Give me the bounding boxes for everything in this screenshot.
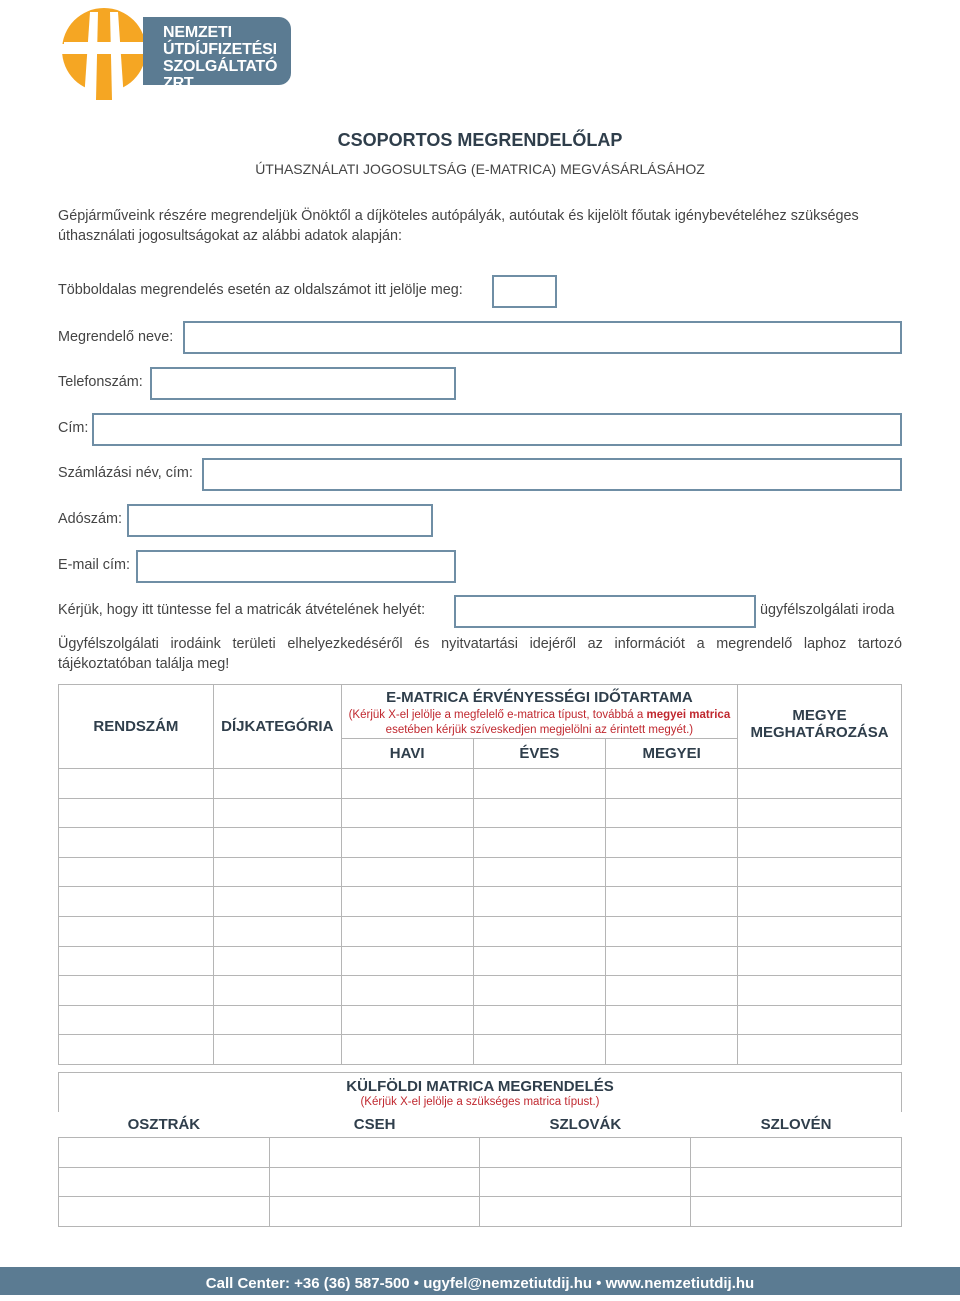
table-cell[interactable]	[606, 946, 738, 976]
validity-note-c: esetében kérjük szíveskedjen megjelölni az érintett megyét.)	[385, 724, 694, 736]
table-cell[interactable]	[606, 857, 738, 887]
table-cell[interactable]	[341, 798, 473, 828]
table-row	[59, 1138, 902, 1168]
order-table	[58, 684, 902, 1065]
intro-text: Gépjárműveink részére megrendeljük Önöktől a díjköteles autópályák, autóutak és kijelölt főutak igénybevételéhez szükséges úthasználati jogosultságokat az alábbi adatok alapján:	[58, 208, 859, 244]
table-cell[interactable]	[269, 1138, 480, 1168]
foreign-note: (Kérjük X-el jelölje a szükséges matrica típust.)	[360, 1095, 600, 1108]
orderer-name-label: Megrendelő neve:	[58, 329, 174, 345]
table-row	[59, 769, 902, 799]
table-cell[interactable]	[480, 1138, 691, 1168]
validity-note-a: (Kérjük X-el jelölje a megfelelő e-matrica típust, továbbá a	[348, 709, 647, 721]
table-cell[interactable]	[473, 857, 606, 887]
table-cell[interactable]	[213, 828, 341, 858]
table-cell[interactable]	[59, 857, 214, 887]
table-cell[interactable]	[606, 976, 738, 1006]
logo-line-1: NEMZETI	[163, 24, 232, 41]
table-cell[interactable]	[59, 887, 214, 917]
header-austrian: OSZTRÁK	[59, 1112, 270, 1138]
table-cell[interactable]	[480, 1197, 691, 1227]
table-row	[59, 828, 902, 858]
table-cell[interactable]	[738, 976, 902, 1006]
table-cell[interactable]	[341, 1005, 473, 1035]
orderer-name-input[interactable]	[183, 321, 902, 354]
table-cell[interactable]	[691, 1138, 902, 1168]
pickup-input[interactable]	[454, 595, 756, 628]
footer-contact: Call Center: +36 (36) 587-500 • ugyfel@nemzetiutdij.hu • www.nemzetiutdij.hu	[0, 1267, 960, 1295]
table-cell[interactable]	[473, 976, 606, 1006]
table-cell[interactable]	[473, 769, 606, 799]
billing-input[interactable]	[202, 458, 902, 491]
table-cell[interactable]	[213, 946, 341, 976]
table-row	[59, 1035, 902, 1065]
table-cell[interactable]	[738, 828, 902, 858]
address-input[interactable]	[92, 413, 902, 446]
table-row	[59, 916, 902, 946]
foreign-table	[58, 1072, 902, 1227]
table-cell[interactable]	[213, 887, 341, 917]
tax-number-label: Adószám:	[58, 511, 122, 527]
tax-number-input[interactable]	[127, 504, 433, 537]
table-cell[interactable]	[341, 887, 473, 917]
header-county-select: MEGYE MEGHATÁROZÁSA	[738, 685, 902, 769]
header-czech: CSEH	[269, 1112, 480, 1138]
table-cell[interactable]	[606, 916, 738, 946]
table-cell[interactable]	[213, 916, 341, 946]
table-cell[interactable]	[213, 798, 341, 828]
header-plate: RENDSZÁM	[59, 685, 214, 769]
table-cell[interactable]	[213, 769, 341, 799]
table-cell[interactable]	[341, 946, 473, 976]
table-cell[interactable]	[213, 1005, 341, 1035]
validity-note-b: megyei matrica	[646, 709, 731, 721]
header-yearly: ÉVES	[473, 739, 606, 769]
foreign-header	[59, 1073, 902, 1112]
table-cell[interactable]	[59, 1167, 270, 1197]
table-cell[interactable]	[59, 769, 214, 799]
table-cell[interactable]	[341, 916, 473, 946]
logo-road-icon	[60, 4, 148, 100]
header-monthly: HAVI	[341, 739, 473, 769]
table-cell[interactable]	[59, 1197, 270, 1227]
table-cell[interactable]	[59, 976, 214, 1006]
table-cell[interactable]	[341, 769, 473, 799]
validity-title: E-MATRICA ÉRVÉNYESSÉGI IDŐTARTAMA	[386, 689, 693, 706]
phone-label: Telefonszám:	[58, 374, 143, 390]
header-validity	[341, 685, 737, 739]
page-number-input[interactable]	[492, 275, 557, 308]
table-cell[interactable]	[59, 946, 214, 976]
billing-label: Számlázási név, cím:	[58, 465, 193, 481]
table-row	[59, 857, 902, 887]
page-subtitle: ÚTHASZNÁLATI JOGOSULTSÁG (E-MATRICA) MEGVÁSÁRLÁSÁHOZ	[255, 161, 705, 177]
table-cell[interactable]	[269, 1167, 480, 1197]
table-cell[interactable]	[738, 916, 902, 946]
table-cell[interactable]	[738, 887, 902, 917]
table-cell[interactable]	[213, 976, 341, 1006]
table-cell[interactable]	[341, 976, 473, 1006]
table-cell[interactable]	[473, 1035, 606, 1065]
table-cell[interactable]	[691, 1197, 902, 1227]
pickup-suffix: ügyfélszolgálati iroda	[760, 602, 895, 618]
table-cell[interactable]	[59, 916, 214, 946]
table-cell[interactable]	[480, 1167, 691, 1197]
table-cell[interactable]	[59, 1005, 214, 1035]
table-cell[interactable]	[473, 828, 606, 858]
table-row	[59, 946, 902, 976]
header-category: DÍJKATEGÓRIA	[213, 685, 341, 769]
table-cell[interactable]	[473, 887, 606, 917]
table-cell[interactable]	[738, 798, 902, 828]
table-cell[interactable]	[59, 1138, 270, 1168]
table-cell[interactable]	[691, 1167, 902, 1197]
table-cell[interactable]	[606, 798, 738, 828]
table-cell[interactable]	[606, 1005, 738, 1035]
table-cell[interactable]	[341, 857, 473, 887]
table-cell[interactable]	[59, 828, 214, 858]
page-title: CSOPORTOS MEGRENDELŐLAP	[337, 130, 623, 150]
table-cell[interactable]	[213, 1035, 341, 1065]
table-cell[interactable]	[606, 887, 738, 917]
order-rows	[59, 769, 902, 1065]
table-row	[59, 1167, 902, 1197]
phone-input[interactable]	[150, 367, 456, 400]
table-cell[interactable]	[738, 1005, 902, 1035]
header-slovak: SZLOVÁK	[480, 1112, 691, 1138]
header-slovenian: SZLOVÉN	[691, 1112, 902, 1138]
table-cell[interactable]	[213, 857, 341, 887]
table-cell[interactable]	[738, 946, 902, 976]
table-cell[interactable]	[473, 916, 606, 946]
table-cell[interactable]	[738, 769, 902, 799]
table-cell[interactable]	[606, 769, 738, 799]
validity-note	[342, 706, 737, 738]
table-cell[interactable]	[269, 1197, 480, 1227]
table-cell[interactable]	[606, 828, 738, 858]
office-info-text: Ügyfélszolgálati irodáink területi elhelyezkedéséről és nyitvatartási idejéről az információt a megrendelő laphoz tartozó tájékoztatóban találja meg!	[58, 636, 902, 672]
table-row	[59, 1197, 902, 1227]
table-cell[interactable]	[738, 857, 902, 887]
table-row	[59, 976, 902, 1006]
page-number-label: Többoldalas megrendelés esetén az oldalszámot itt jelölje meg:	[58, 282, 463, 298]
logo-line-3: SZOLGÁLTATÓ ZRT.	[163, 58, 278, 92]
table-cell[interactable]	[738, 1035, 902, 1065]
table-row	[59, 798, 902, 828]
table-cell[interactable]	[473, 798, 606, 828]
header-county: MEGYEI	[606, 739, 738, 769]
table-cell[interactable]	[341, 828, 473, 858]
table-cell[interactable]	[473, 1005, 606, 1035]
logo-line-2: ÚTDÍJFIZETÉSI	[163, 41, 277, 58]
table-row	[59, 887, 902, 917]
table-cell[interactable]	[59, 798, 214, 828]
foreign-rows	[59, 1138, 902, 1227]
table-row	[59, 1005, 902, 1035]
table-cell[interactable]	[341, 1035, 473, 1065]
table-cell[interactable]	[606, 1035, 738, 1065]
table-cell[interactable]	[59, 1035, 214, 1065]
address-label: Cím:	[58, 420, 89, 436]
pickup-label: Kérjük, hogy itt tüntesse fel a matricák átvételének helyét:	[58, 602, 426, 618]
email-label: E-mail cím:	[58, 557, 130, 573]
table-cell[interactable]	[473, 946, 606, 976]
email-input[interactable]	[136, 550, 456, 583]
logo-wordmark	[143, 17, 291, 92]
foreign-title: KÜLFÖLDI MATRICA MEGRENDELÉS	[346, 1077, 614, 1095]
